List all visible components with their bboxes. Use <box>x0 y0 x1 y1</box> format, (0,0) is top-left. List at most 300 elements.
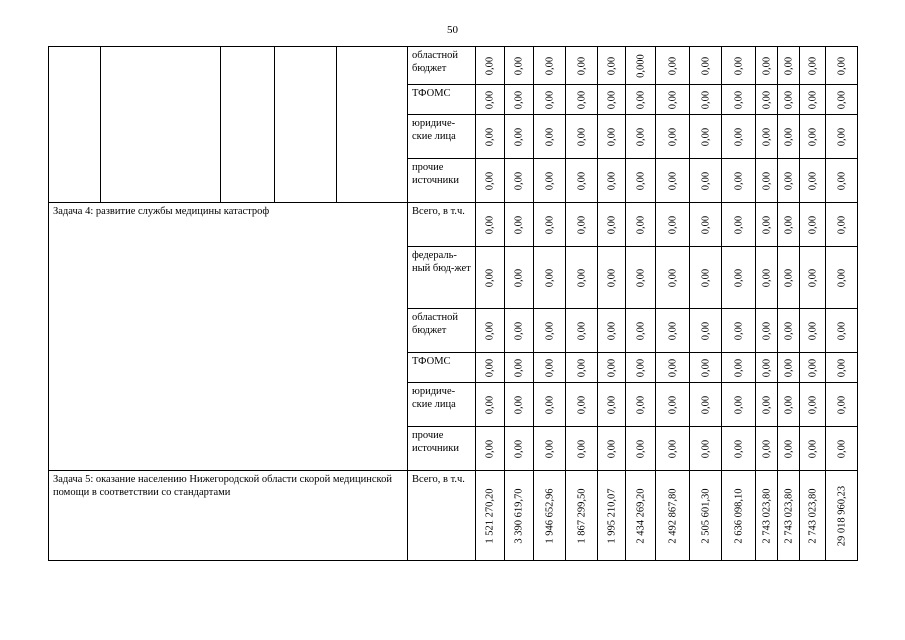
value-cell <box>566 427 598 471</box>
value-text: 0,00 <box>605 215 617 234</box>
value-text: 0,00 <box>835 395 847 414</box>
value-text: 0,00 <box>605 358 617 377</box>
value-cell <box>800 383 826 427</box>
value-text: 0,00 <box>782 215 794 234</box>
value-text: 0,00 <box>782 56 794 75</box>
value-cell <box>534 47 566 85</box>
value-text: 29 018 960,23 <box>835 485 847 546</box>
value-text: 0,00 <box>575 439 587 458</box>
value-cell <box>534 427 566 471</box>
value-cell <box>778 115 800 159</box>
value-cell <box>626 383 656 427</box>
value-cell <box>800 247 826 309</box>
value-cell <box>534 159 566 203</box>
value-text: 0,00 <box>605 321 617 340</box>
funding-source-cell: Всего, в т.ч. <box>408 203 476 247</box>
value-cell <box>690 247 722 309</box>
value-cell <box>778 383 800 427</box>
value-cell <box>722 203 756 247</box>
value-text: 0,00 <box>835 358 847 377</box>
value-cell <box>598 427 626 471</box>
value-cell <box>534 247 566 309</box>
value-cell <box>690 159 722 203</box>
value-text: 0,00 <box>835 215 847 234</box>
value-text: 0,00 <box>666 90 678 109</box>
value-text: 0,00 <box>782 321 794 340</box>
value-cell <box>756 353 778 383</box>
value-text: 0,00 <box>484 439 496 458</box>
value-text: 0,00 <box>634 215 646 234</box>
value-text: 0,00 <box>732 90 744 109</box>
value-text: 0,00 <box>806 268 818 287</box>
value-cell <box>800 309 826 353</box>
value-text: 1 946 652,96 <box>543 487 555 544</box>
value-cell <box>800 353 826 383</box>
value-text: 0,00 <box>634 90 646 109</box>
value-cell <box>756 115 778 159</box>
value-text: 0,00 <box>605 439 617 458</box>
value-text: 0,00 <box>760 215 772 234</box>
value-cell <box>756 85 778 115</box>
value-cell <box>690 203 722 247</box>
value-cell <box>800 115 826 159</box>
value-cell <box>476 427 505 471</box>
value-text: 0,00 <box>699 439 711 458</box>
value-text: 0,00 <box>484 127 496 146</box>
value-text: 0,000 <box>634 53 646 78</box>
value-text: 2 492 867,80 <box>666 487 678 544</box>
value-cell <box>598 309 626 353</box>
value-cell <box>476 85 505 115</box>
value-text: 0,00 <box>760 56 772 75</box>
value-text: 0,00 <box>513 215 525 234</box>
value-text: 0,00 <box>666 171 678 190</box>
value-text: 0,00 <box>513 395 525 414</box>
value-text: 0,00 <box>666 321 678 340</box>
value-text: 0,00 <box>699 358 711 377</box>
value-cell <box>534 353 566 383</box>
value-text: 0,00 <box>575 268 587 287</box>
value-cell <box>476 247 505 309</box>
value-text: 2 743 023,80 <box>760 487 772 544</box>
value-cell <box>566 471 598 561</box>
value-cell <box>476 47 505 85</box>
value-cell <box>690 115 722 159</box>
value-text: 0,00 <box>666 268 678 287</box>
value-text: 1 995 210,07 <box>605 487 617 544</box>
value-text: 2 636 098,10 <box>732 487 744 544</box>
value-cell <box>598 159 626 203</box>
value-text: 0,00 <box>484 395 496 414</box>
value-cell <box>722 383 756 427</box>
value-cell <box>626 115 656 159</box>
value-cell <box>722 309 756 353</box>
value-text: 0,00 <box>513 439 525 458</box>
value-text: 0,00 <box>835 321 847 340</box>
value-cell <box>598 471 626 561</box>
empty-cell <box>221 47 275 203</box>
value-cell <box>598 47 626 85</box>
value-text: 0,00 <box>575 215 587 234</box>
funding-source-cell: федераль-ный бюд-жет <box>408 247 476 309</box>
value-cell <box>598 353 626 383</box>
value-text: 0,00 <box>806 56 818 75</box>
value-text: 0,00 <box>835 127 847 146</box>
value-text: 0,00 <box>575 90 587 109</box>
value-cell <box>566 247 598 309</box>
value-cell <box>690 383 722 427</box>
value-text: 0,00 <box>835 171 847 190</box>
value-text: 0,00 <box>666 56 678 75</box>
value-cell <box>800 427 826 471</box>
value-cell <box>598 85 626 115</box>
value-cell <box>566 309 598 353</box>
value-cell <box>505 427 534 471</box>
value-cell <box>534 85 566 115</box>
value-cell <box>656 247 690 309</box>
empty-cell <box>101 47 221 203</box>
value-text: 0,00 <box>760 321 772 340</box>
value-text: 0,00 <box>782 90 794 109</box>
value-text: 2 505 601,30 <box>699 487 711 544</box>
value-cell <box>626 427 656 471</box>
value-text: 0,00 <box>605 395 617 414</box>
value-text: 0,00 <box>732 127 744 146</box>
value-cell <box>778 85 800 115</box>
value-cell <box>778 47 800 85</box>
value-cell <box>826 383 858 427</box>
funding-source-cell: юридиче-ские лица <box>408 115 476 159</box>
value-text: 0,00 <box>484 56 496 75</box>
value-text: 0,00 <box>605 56 617 75</box>
empty-cell <box>49 47 101 203</box>
value-cell <box>505 159 534 203</box>
value-cell <box>626 203 656 247</box>
value-text: 0,00 <box>666 215 678 234</box>
value-cell <box>826 47 858 85</box>
value-cell <box>626 159 656 203</box>
value-text: 0,00 <box>634 395 646 414</box>
funding-source-cell: областной бюджет <box>408 47 476 85</box>
value-text: 0,00 <box>575 171 587 190</box>
value-cell <box>756 383 778 427</box>
value-cell <box>722 159 756 203</box>
value-cell <box>690 47 722 85</box>
value-text: 0,00 <box>605 90 617 109</box>
value-cell <box>756 159 778 203</box>
value-cell <box>756 47 778 85</box>
value-text: 0,00 <box>732 171 744 190</box>
value-text: 0,00 <box>666 127 678 146</box>
table-row <box>49 203 858 247</box>
value-text: 2 434 269,20 <box>634 487 646 544</box>
value-text: 0,00 <box>782 358 794 377</box>
value-text: 0,00 <box>666 395 678 414</box>
value-cell <box>566 85 598 115</box>
value-text: 0,00 <box>513 171 525 190</box>
value-cell <box>534 309 566 353</box>
value-cell <box>534 383 566 427</box>
value-text: 0,00 <box>543 358 555 377</box>
value-text: 0,00 <box>782 395 794 414</box>
value-text: 0,00 <box>699 127 711 146</box>
value-text: 0,00 <box>634 321 646 340</box>
task-cell: Задача 5: оказание населению Нижегородской области скорой медицинской помощи в соответствии со стандартами <box>49 471 408 561</box>
value-cell <box>656 309 690 353</box>
value-cell <box>656 47 690 85</box>
value-text: 0,00 <box>666 358 678 377</box>
value-cell <box>476 159 505 203</box>
value-cell <box>566 383 598 427</box>
value-text: 0,00 <box>634 358 646 377</box>
task-cell: Задача 4: развитие службы медицины катастроф <box>49 203 408 471</box>
value-cell <box>566 353 598 383</box>
value-cell <box>534 115 566 159</box>
value-text: 0,00 <box>543 321 555 340</box>
value-cell <box>566 115 598 159</box>
value-text: 0,00 <box>543 268 555 287</box>
value-cell <box>826 309 858 353</box>
value-cell <box>476 383 505 427</box>
value-cell <box>626 47 656 85</box>
value-text: 0,00 <box>484 268 496 287</box>
value-text: 0,00 <box>732 321 744 340</box>
value-cell <box>826 85 858 115</box>
value-cell <box>566 203 598 247</box>
value-text: 0,00 <box>806 358 818 377</box>
value-cell <box>598 115 626 159</box>
value-cell <box>722 85 756 115</box>
value-text: 0,00 <box>806 321 818 340</box>
value-text: 0,00 <box>760 90 772 109</box>
value-text: 0,00 <box>782 439 794 458</box>
value-cell <box>722 247 756 309</box>
value-cell <box>626 309 656 353</box>
value-text: 0,00 <box>782 171 794 190</box>
value-text: 0,00 <box>732 56 744 75</box>
value-text: 0,00 <box>732 358 744 377</box>
value-cell <box>756 247 778 309</box>
value-cell <box>626 471 656 561</box>
funding-source-cell: Всего, в т.ч. <box>408 471 476 561</box>
table-row <box>49 471 858 561</box>
value-cell <box>690 309 722 353</box>
value-cell <box>778 353 800 383</box>
value-cell <box>656 427 690 471</box>
value-text: 0,00 <box>835 56 847 75</box>
value-text: 0,00 <box>484 215 496 234</box>
value-text: 0,00 <box>605 171 617 190</box>
value-text: 0,00 <box>513 90 525 109</box>
value-cell <box>505 309 534 353</box>
value-cell <box>722 471 756 561</box>
value-cell <box>598 247 626 309</box>
value-text: 0,00 <box>806 215 818 234</box>
funding-source-cell: прочие источники <box>408 427 476 471</box>
value-cell <box>690 427 722 471</box>
funding-source-cell: областной бюджет <box>408 309 476 353</box>
value-cell <box>476 115 505 159</box>
value-text: 0,00 <box>806 395 818 414</box>
value-cell <box>778 203 800 247</box>
value-cell <box>505 85 534 115</box>
budget-table <box>48 46 858 561</box>
value-cell <box>778 309 800 353</box>
value-cell <box>800 159 826 203</box>
value-cell <box>756 471 778 561</box>
value-cell <box>534 203 566 247</box>
value-text: 0,00 <box>782 268 794 287</box>
value-cell <box>826 203 858 247</box>
value-cell <box>756 427 778 471</box>
value-cell <box>656 115 690 159</box>
empty-cell <box>337 47 408 203</box>
empty-cell <box>275 47 337 203</box>
value-cell <box>690 353 722 383</box>
value-text: 0,00 <box>732 215 744 234</box>
value-cell <box>826 471 858 561</box>
value-cell <box>505 115 534 159</box>
value-cell <box>826 159 858 203</box>
value-cell <box>826 247 858 309</box>
value-text: 0,00 <box>634 127 646 146</box>
value-cell <box>756 309 778 353</box>
value-text: 0,00 <box>605 268 617 287</box>
value-text: 0,00 <box>575 358 587 377</box>
value-text: 0,00 <box>484 358 496 377</box>
value-cell <box>656 159 690 203</box>
value-cell <box>656 383 690 427</box>
value-cell <box>800 203 826 247</box>
value-text: 0,00 <box>760 358 772 377</box>
value-cell <box>722 353 756 383</box>
value-cell <box>722 427 756 471</box>
value-text: 0,00 <box>605 127 617 146</box>
value-text: 0,00 <box>634 268 646 287</box>
value-cell <box>505 203 534 247</box>
value-text: 0,00 <box>513 268 525 287</box>
value-text: 0,00 <box>732 395 744 414</box>
value-text: 0,00 <box>699 321 711 340</box>
value-text: 0,00 <box>806 171 818 190</box>
value-text: 0,00 <box>760 395 772 414</box>
value-text: 0,00 <box>699 171 711 190</box>
value-cell <box>800 85 826 115</box>
value-text: 0,00 <box>484 321 496 340</box>
value-cell <box>476 353 505 383</box>
funding-source-cell: прочие источники <box>408 159 476 203</box>
value-cell <box>800 47 826 85</box>
value-text: 0,00 <box>835 268 847 287</box>
value-cell <box>778 471 800 561</box>
value-cell <box>505 471 534 561</box>
value-text: 0,00 <box>513 127 525 146</box>
funding-source-cell: ТФОМС <box>408 85 476 115</box>
value-text: 0,00 <box>575 127 587 146</box>
value-text: 0,00 <box>732 439 744 458</box>
value-text: 0,00 <box>806 439 818 458</box>
value-text: 0,00 <box>835 90 847 109</box>
value-cell <box>656 85 690 115</box>
value-cell <box>656 203 690 247</box>
value-cell <box>626 85 656 115</box>
value-cell <box>626 353 656 383</box>
value-text: 0,00 <box>543 90 555 109</box>
value-text: 0,00 <box>782 127 794 146</box>
value-cell <box>756 203 778 247</box>
value-cell <box>722 115 756 159</box>
value-text: 0,00 <box>484 171 496 190</box>
value-text: 0,00 <box>732 268 744 287</box>
value-cell <box>476 471 505 561</box>
value-text: 0,00 <box>806 90 818 109</box>
value-text: 2 743 023,80 <box>806 487 818 544</box>
value-text: 0,00 <box>575 56 587 75</box>
value-text: 0,00 <box>543 127 555 146</box>
value-text: 0,00 <box>699 90 711 109</box>
value-cell <box>722 47 756 85</box>
value-cell <box>598 203 626 247</box>
value-text: 0,00 <box>543 395 555 414</box>
value-cell <box>690 471 722 561</box>
value-text: 1 521 270,20 <box>484 487 496 544</box>
value-cell <box>800 471 826 561</box>
value-text: 0,00 <box>699 268 711 287</box>
value-text: 0,00 <box>513 358 525 377</box>
value-text: 3 390 619,70 <box>513 487 525 544</box>
value-cell <box>566 159 598 203</box>
value-text: 1 867 299,50 <box>575 487 587 544</box>
value-text: 0,00 <box>513 56 525 75</box>
value-cell <box>778 247 800 309</box>
value-cell <box>598 383 626 427</box>
value-cell <box>505 247 534 309</box>
page-number: 50 <box>447 24 458 36</box>
value-cell <box>826 427 858 471</box>
value-cell <box>826 115 858 159</box>
value-text: 0,00 <box>543 215 555 234</box>
value-cell <box>566 47 598 85</box>
value-text: 0,00 <box>634 171 646 190</box>
value-cell <box>476 309 505 353</box>
funding-source-cell: ТФОМС <box>408 353 476 383</box>
value-text: 0,00 <box>575 321 587 340</box>
value-cell <box>690 85 722 115</box>
value-text: 0,00 <box>835 439 847 458</box>
value-cell <box>656 471 690 561</box>
value-text: 0,00 <box>760 127 772 146</box>
value-text: 0,00 <box>543 56 555 75</box>
value-cell <box>778 159 800 203</box>
value-cell <box>505 47 534 85</box>
funding-source-cell: юридиче-ские лица <box>408 383 476 427</box>
value-text: 0,00 <box>760 171 772 190</box>
value-text: 0,00 <box>575 395 587 414</box>
table-row <box>49 47 858 85</box>
value-text: 0,00 <box>634 439 646 458</box>
value-cell <box>826 353 858 383</box>
value-text: 0,00 <box>806 127 818 146</box>
value-cell <box>476 203 505 247</box>
value-text: 0,00 <box>699 56 711 75</box>
value-cell <box>505 383 534 427</box>
value-text: 0,00 <box>699 395 711 414</box>
value-cell <box>778 427 800 471</box>
value-text: 0,00 <box>484 90 496 109</box>
value-text: 0,00 <box>543 439 555 458</box>
value-text: 0,00 <box>543 171 555 190</box>
value-text: 0,00 <box>513 321 525 340</box>
